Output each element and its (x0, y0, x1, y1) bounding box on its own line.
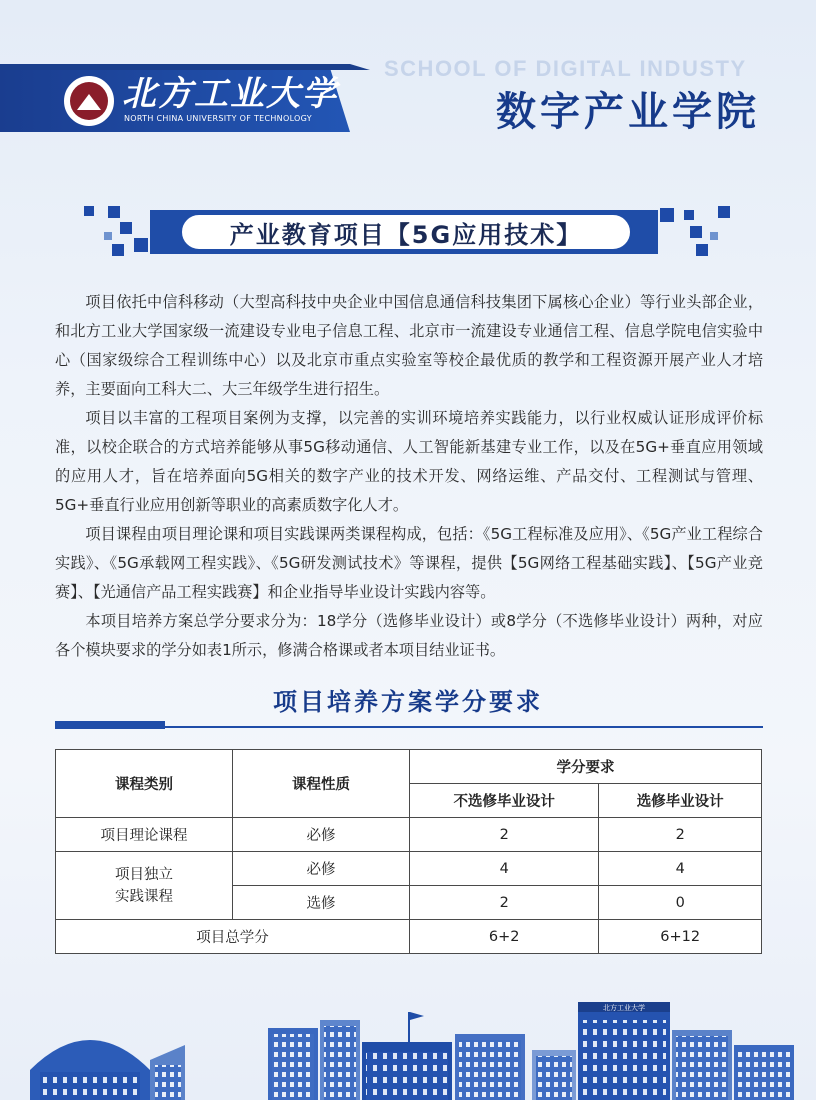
header-category: 课程类别 (56, 750, 233, 818)
paragraph: 项目依托中信科移动（大型高科技中央企业中国信息通信科技集团下属核心企业）等行业头部企业，和北方工业大学国家级一流建设专业电子信息工程、北京市一流建设专业通信工程、信息学院电信实验中心（国家级综合工程训练中心）以及北京市重点实验室等校企最优质的教学和工程资源开展产业人才培养，主要面向工科大二、大三年级学生进行招生。 (55, 293, 763, 398)
decor-square (112, 244, 124, 256)
school-name-en: SCHOOL OF DIGITAL INDUSTY (384, 56, 747, 81)
school-name-cn: 数字产业学院 (496, 89, 760, 135)
paragraph: 项目以丰富的工程项目案例为支撑，以完善的实训环境培养实践能力，以行业权威认证形成评价标准，以校企联合的方式培养能够从事5G移动通信、人工智能新基建专业工作，以及在5G+垂直应用领域的应用人才，旨在培养面向5G相关的数字产业的技术开发、网络运维、产品交付、工程测试与管理、5G+垂直行业应用创新等职业的高素质数字化人才。 (55, 409, 763, 514)
decor-square (718, 206, 730, 218)
decor-square (660, 208, 674, 222)
decor-square (120, 222, 132, 234)
cell-no-thesis: 2 (410, 886, 599, 920)
table-row-total (56, 920, 762, 954)
credit-table (55, 749, 762, 954)
cell-category: 项目独立 实践课程 (56, 852, 233, 920)
decor-square (108, 206, 120, 218)
cell-total-no-thesis: 6+2 (410, 920, 599, 954)
table-title-rule (55, 726, 763, 728)
university-seal-icon (64, 76, 114, 126)
section-title: 产业教育项目【5G应用技术】 (229, 220, 583, 249)
decor-square (690, 226, 702, 238)
cell-total-label: 项目总学分 (56, 920, 410, 954)
table-row (56, 818, 762, 852)
decor-square (134, 238, 148, 252)
university-name-cn: 北方工业大学 (122, 74, 338, 114)
header-no-thesis: 不选修毕业设计 (410, 784, 599, 818)
cell-with-thesis: 2 (599, 818, 762, 852)
section-title-box (180, 213, 632, 251)
decor-square (684, 210, 694, 220)
cell-total-with-thesis: 6+12 (599, 920, 762, 954)
paragraph: 本项目培养方案总学分要求分为：18学分（选修毕业设计）或8学分（不选修毕业设计）两种，对应各个模块要求的学分如表1所示，修满合格课或者本项目结业证书。 (55, 612, 763, 659)
cell-with-thesis: 0 (599, 886, 762, 920)
table-title: 项目培养方案学分要求 (273, 688, 543, 716)
cell-nature: 必修 (233, 852, 410, 886)
cell-with-thesis: 4 (599, 852, 762, 886)
cell-no-thesis: 2 (410, 818, 599, 852)
decor-square (84, 206, 94, 216)
paragraph: 项目课程由项目理论课和项目实践课两类课程构成，包括：《5G工程标准及应用》、《5G产业工程综合实践》、《5G承载网工程实践》、《5G研发测试技术》等课程，提供【5G网络工程基础实践】、【5G产业竞赛】、【光通信产品工程实践赛】和企业指导毕业设计实践内容等。 (55, 525, 763, 601)
cell-category: 项目理论课程 (56, 818, 233, 852)
cell-nature: 必修 (233, 818, 410, 852)
decor-square (104, 232, 112, 240)
decor-square (710, 232, 718, 240)
campus-skyline-illustration (0, 990, 816, 1100)
cell-no-thesis: 4 (410, 852, 599, 886)
header-with-thesis: 选修毕业设计 (599, 784, 762, 818)
cell-nature: 选修 (233, 886, 410, 920)
skyline-sign: 北方工业大学 (603, 1004, 645, 1012)
header-nature: 课程性质 (233, 750, 410, 818)
header-credits: 学分要求 (410, 750, 762, 784)
university-name-en: NORTH CHINA UNIVERSITY OF TECHNOLOGY (124, 114, 312, 123)
body-text (55, 288, 763, 665)
decor-square (696, 244, 708, 256)
header-banner-stripe (0, 64, 370, 70)
table-row (56, 852, 762, 886)
